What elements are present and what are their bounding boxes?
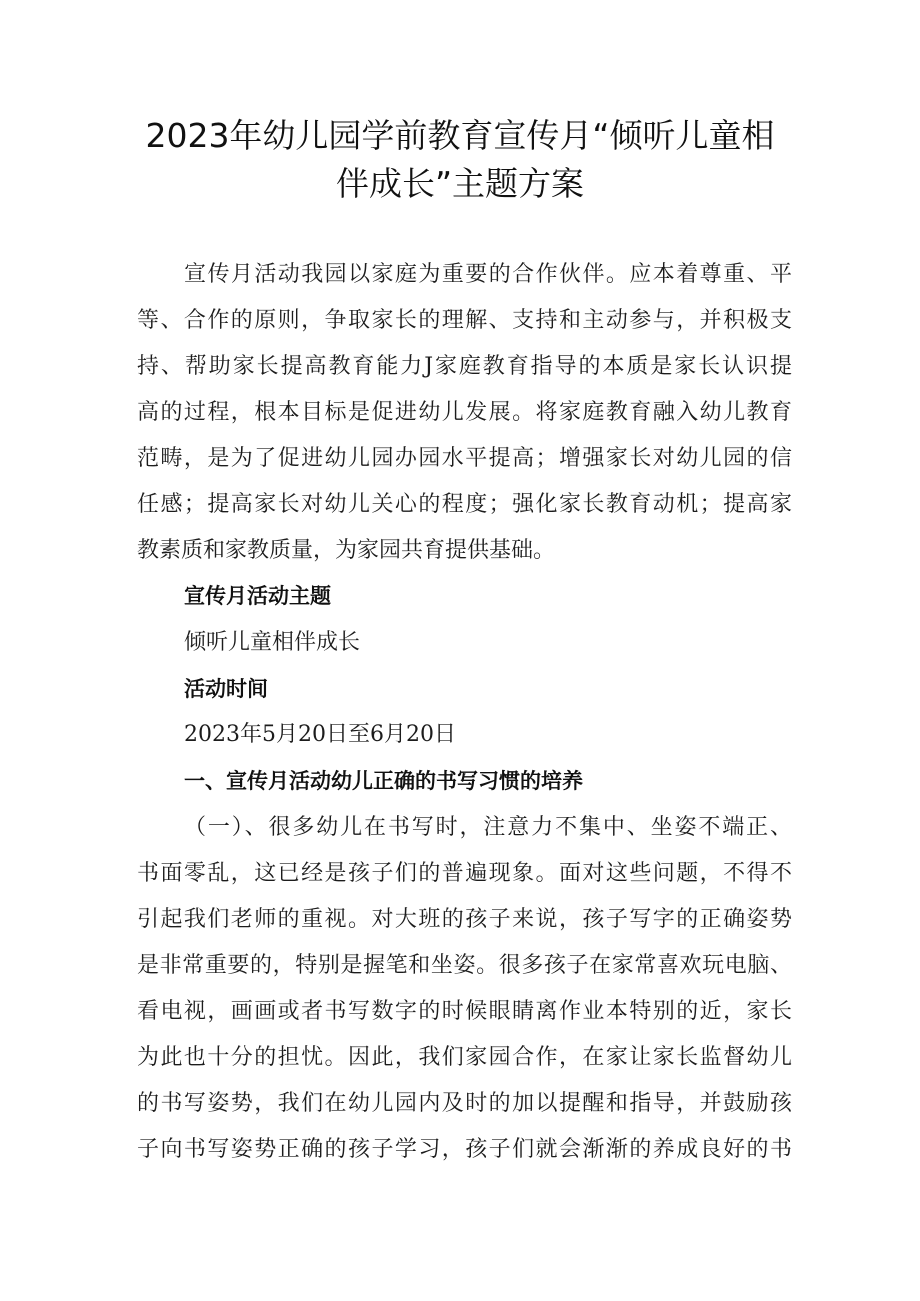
- section-paragraph-line: 书面零乱，这已经是孩子们的普遍现象。面对这些问题，不得不: [137, 861, 792, 886]
- section-paragraph-line: 为此也十分的担忧。因此，我们家园合作，在家让家长监督幼儿: [137, 1045, 792, 1070]
- document-title-line-1: 2023年幼儿园学前教育宣传月“倾听儿童相: [145, 116, 775, 155]
- intro-paragraph-line: 持、帮助家长提高教育能力J家庭教育指导的本质是家长认识提: [137, 354, 792, 379]
- intro-paragraph-line: 教素质和家教质量，为家园共育提供基础。: [137, 538, 556, 563]
- section-paragraph-line: 是非常重要的，特别是握笔和坐姿。很多孩子在家常喜欢玩电脑、: [137, 953, 792, 978]
- document-title-line-2: 伴成长”主题方案: [335, 164, 585, 203]
- intro-paragraph-line: 高的过程，根本目标是促进幼儿发展。将家庭教育融入幼儿教育: [137, 400, 792, 425]
- section-paragraph-line: （一）、很多幼儿在书写时，注意力不集中、坐姿不端正、: [184, 815, 792, 840]
- time-heading: 活动时间: [184, 677, 268, 701]
- theme-heading: 宣传月活动主题: [184, 584, 331, 608]
- time-text: 2023年5月20日至6月20日: [184, 722, 456, 747]
- intro-paragraph-line: 等、合作的原则，争取家长的理解、支持和主动参与，并积极支: [137, 308, 792, 333]
- theme-text: 倾听儿童相伴成长: [184, 630, 361, 655]
- section-paragraph-line: 子向书写姿势正确的孩子学习，孩子们就会渐渐的养成良好的书: [137, 1137, 792, 1162]
- section-heading: 一、宣传月活动幼儿正确的书写习惯的培养: [184, 769, 583, 793]
- intro-paragraph-line: 范畴，是为了促进幼儿园办园水平提高；增强家长对幼儿园的信: [137, 446, 792, 471]
- section-paragraph-line: 引起我们老师的重视。对大班的孩子来说，孩子写字的正确姿势: [137, 907, 792, 932]
- section-paragraph-line: 看电视，画画或者书写数字的时候眼睛离作业本特别的近，家长: [137, 999, 792, 1024]
- intro-paragraph-line: 宣传月活动我园以家庭为重要的合作伙伴。应本着尊重、平: [184, 262, 792, 287]
- section-paragraph-line: 的书写姿势，我们在幼儿园内及时的加以提醒和指导，并鼓励孩: [137, 1091, 792, 1116]
- intro-paragraph-line: 任感；提高家长对幼儿关心的程度；强化家长教育动机；提高家: [137, 492, 792, 517]
